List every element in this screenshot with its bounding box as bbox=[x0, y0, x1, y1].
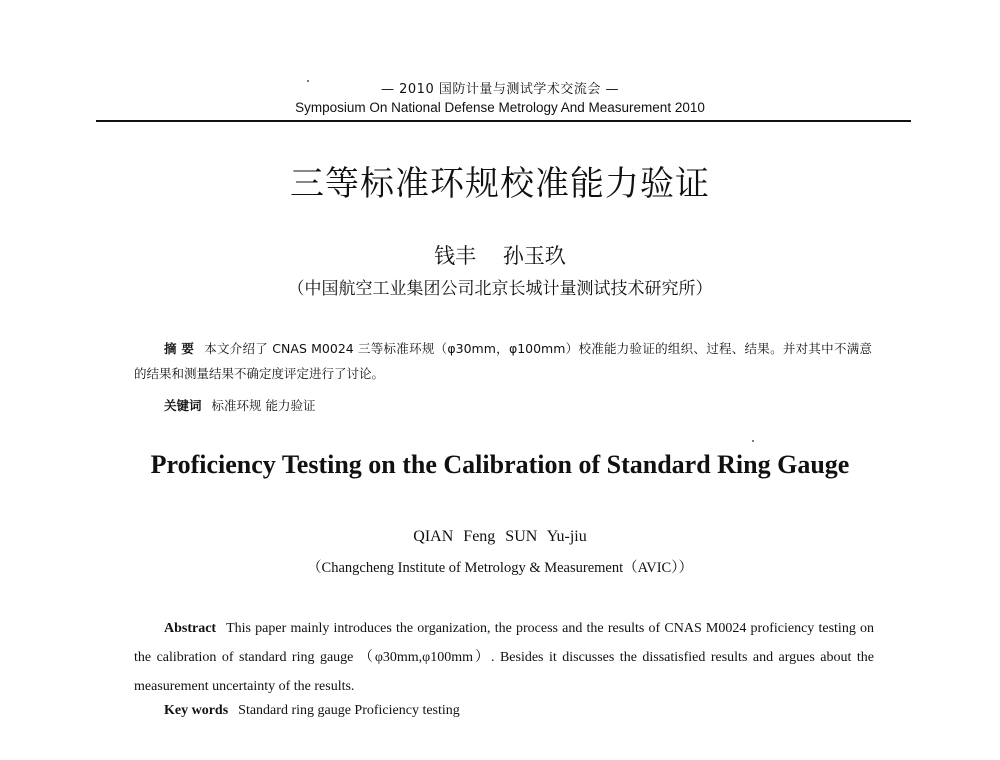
affiliation-cn: （中国航空工业集团公司北京长城计量测试技术研究所） bbox=[287, 279, 713, 299]
scan-speck bbox=[307, 80, 309, 82]
scan-speck bbox=[752, 440, 754, 442]
keywords-cn-label: 关键词 bbox=[164, 398, 202, 413]
authors-cn: 钱丰 孙玉玖 bbox=[434, 244, 566, 268]
authors-en: QIAN Feng SUN Yu-jiu bbox=[413, 528, 587, 545]
affiliation-en: （Changcheng Institute of Metrology & Measurement（AVIC）） bbox=[307, 560, 693, 576]
abstract-en-text: This paper mainly introduces the organization, the process and the results of CNAS M0024 proficiency testing on the calibration of standard ring gauge （φ30mm,φ100mm）. Besides it discusses the dissatisfied results and argues about the measurement uncertainty of the results. bbox=[134, 621, 874, 694]
header-rule bbox=[96, 120, 911, 122]
abstract-en-label: Abstract bbox=[164, 621, 217, 636]
paper-title-en: Proficiency Testing on the Calibration of Standard Ring Gauge bbox=[150, 450, 850, 479]
keywords-cn bbox=[164, 396, 316, 414]
abstract-cn bbox=[134, 336, 872, 386]
abstract-cn-text: 本文介绍了 CNAS M0024 三等标准环规（φ30mm，φ100mm）校准能力验证的组织、过程、结果。并对其中不满意的结果和测量结果不确定度评定进行了讨论。 bbox=[134, 341, 873, 381]
keywords-en bbox=[164, 703, 460, 719]
conference-header-en: Symposium On National Defense Metrology And Measurement 2010 bbox=[295, 100, 705, 115]
keywords-en-label: Key words bbox=[164, 703, 229, 718]
keywords-cn-text: 标准环规 能力验证 bbox=[211, 398, 316, 413]
paper-title-cn: 三等标准环规校准能力验证 bbox=[290, 164, 710, 204]
conference-header-cn: — 2010 国防计量与测试学术交流会 — bbox=[381, 82, 619, 97]
keywords-en-text: Standard ring gauge Proficiency testing bbox=[238, 703, 460, 718]
abstract-en bbox=[134, 614, 874, 701]
abstract-cn-label: 摘 要 bbox=[164, 341, 195, 356]
